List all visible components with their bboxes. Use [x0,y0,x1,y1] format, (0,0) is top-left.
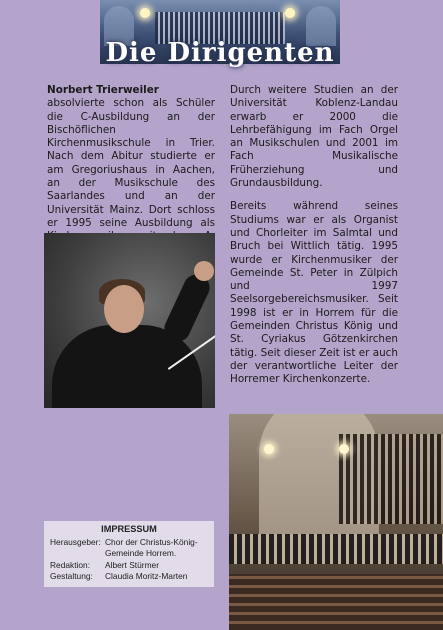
conductor-name: Norbert Trierweiler [47,84,159,96]
impressum-value: Albert Stürmer [105,559,159,570]
impressum-row [44,560,214,571]
bio-paragraph-3: Bereits während seines Studiums war er als Organist und Chorleiter im Salmtal und Bruch bei Wittlich tätig. 1995 wurde er Kirchenmusiker der Gemeinde St. Peter in Zülpich und 1997 Seelsorgebereichsmusiker. Seit 1998 ist er in Horrem für die Gemeinden Christus König und St. Cyriakus Götzenkirchen tätig. Seit dieser Zeit ist er auch der verantwortliche Leiter der Horremer Kirchenkonzerte. [230,200,398,386]
chandelier-light-right [285,8,295,18]
church-lamp [339,444,349,454]
bio-paragraph-2: Durch weitere Studien an der Universität Koblenz-Landau erwarb er 2000 die Lehrbefähigung im Fach Orgel an Musikschulen und 2001 im Fach Musikalische Früherziehung und Grundausbildung. [230,84,398,190]
impressum-label: Redaktion: [50,559,91,570]
impressum-label: Herausgeber: [50,537,101,548]
impressum-value: Claudia Moritz-Marten [105,570,188,581]
impressum-row [44,571,214,582]
audience [229,574,443,630]
chandelier-light-left [140,8,150,18]
impressum-row [44,537,214,548]
text-column-left [47,84,215,257]
church-concert-photo [229,414,443,630]
impressum-label [50,548,105,559]
page-title: Die Dirigenten [105,38,335,68]
impressum-value: Chor der Christus-König- [105,537,198,548]
conductor-hand [194,261,214,281]
conductor-photo [44,233,215,408]
bio-text-1: absolvierte schon als Schüler die C-Ausbildung an der Bischöflichen Kirchenmusikschule in Trier. Nach dem Abitur studierte er am Gregoriushaus in Aachen, an der Musikschule des Saarlandes und an der Universität Mainz. Dort schloss er 1995 seine Ausbildung als [47,97,215,229]
impressum-heading: IMPRESSUM [101,524,157,534]
church-lamp [264,444,274,454]
choir-group [339,434,443,524]
impressum-box [44,521,214,587]
conductor-arm [160,271,213,345]
impressum-value: Gemeinde Horrem. [105,548,177,559]
conductor-face [104,285,144,333]
impressum-label: Gestaltung: [50,570,93,581]
orchestra-stage [229,534,443,564]
impressum-row [44,548,214,559]
text-column-right [230,84,398,387]
